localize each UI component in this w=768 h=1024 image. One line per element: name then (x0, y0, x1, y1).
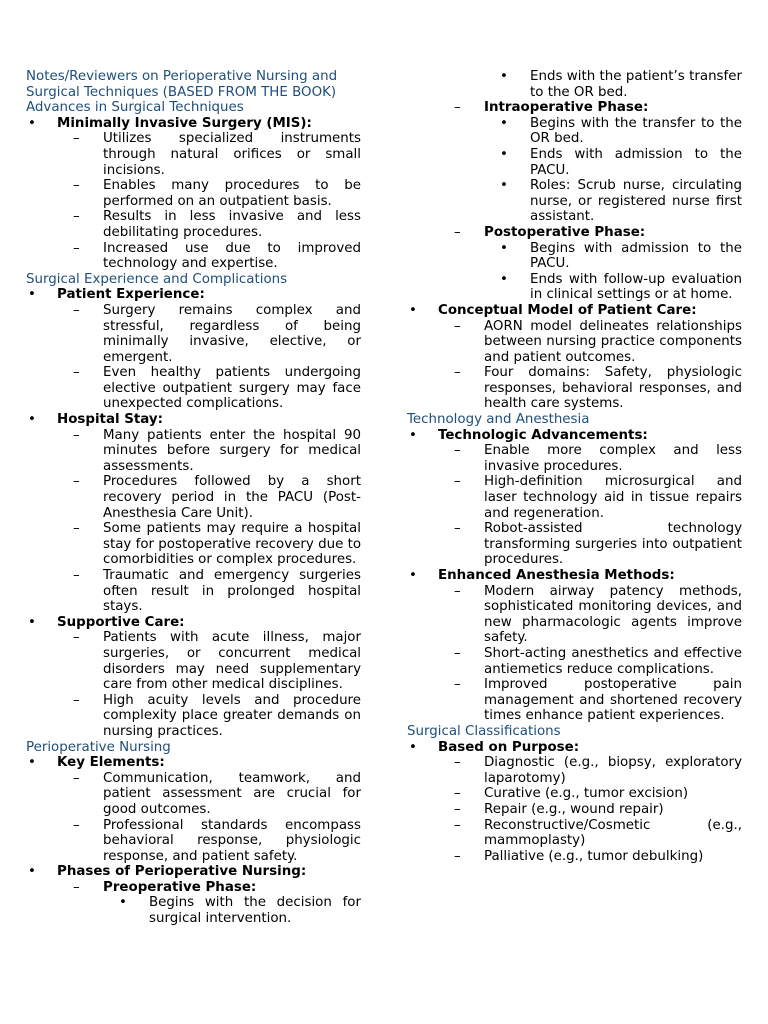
list-item: • Roles: Scrub nurse, circulating nurse, or registered nurse first assistant. (407, 178, 742, 225)
list-item: – Increased use due to improved technology and expertise. (26, 241, 361, 272)
list-item: – AORN model delineates relationships between nursing practice components and patient outcomes. (407, 319, 742, 366)
list-item: – Diagnostic (e.g., biopsy, exploratory laparotomy) (407, 755, 742, 786)
sub-heading-postoperative: – Postoperative Phase: (407, 225, 742, 241)
list-item: – High acuity levels and procedure complexity place greater demands on nursing practices. (26, 693, 361, 740)
list-item: • Begins with admission to the PACU. (407, 241, 742, 272)
list-item: – Enables many procedures to be performed on an outpatient basis. (26, 178, 361, 209)
list-item: – Even healthy patients undergoing elective outpatient surgery may face unexpected complications. (26, 365, 361, 412)
list-item: – Improved postoperative pain management and shortened recovery times enhance patient experiences. (407, 677, 742, 724)
right-column (407, 69, 742, 864)
bullet-based-on-purpose: • Based on Purpose: (407, 740, 742, 756)
bullet-enhanced-anesthesia: • Enhanced Anesthesia Methods: (407, 568, 742, 584)
list-item: – Utilizes specialized instruments through natural orifices or small incisions. (26, 131, 361, 178)
list-item: – Short-acting anesthetics and effective antiemetics reduce complications. (407, 646, 742, 677)
bullet-patient-experience: • Patient Experience: (26, 287, 361, 303)
list-item: • Begins with the transfer to the OR bed. (407, 116, 742, 147)
bullet-technologic-advancements: • Technologic Advancements: (407, 428, 742, 444)
list-item: – Communication, teamwork, and patient assessment are crucial for good outcomes. (26, 771, 361, 818)
list-item: – Procedures followed by a short recovery period in the PACU (Post-Anesthesia Care Unit). (26, 474, 361, 521)
left-column (26, 69, 361, 927)
list-item: – Many patients enter the hospital 90 minutes before surgery for medical assessments. (26, 428, 361, 475)
heading-experience: Surgical Experience and Complications (26, 271, 288, 287)
document-title-line-2: Surgical Techniques (BASED FROM THE BOOK) (26, 84, 337, 100)
list-item: – Patients with acute illness, major surgeries, or concurrent medical disorders may need supplementary care from other medical disciplines. (26, 630, 361, 692)
sub-heading-intraoperative: – Intraoperative Phase: (407, 100, 742, 116)
list-item: • Ends with follow-up evaluation in clinical settings or at home. (407, 272, 742, 303)
heading-technology: Technology and Anesthesia (407, 412, 590, 428)
list-item: – High-definition microsurgical and laser technology aid in tissue repairs and regeneration. (407, 474, 742, 521)
heading-advances: Advances in Surgical Techniques (26, 100, 244, 116)
heading-classifications: Surgical Classifications (407, 723, 561, 739)
bullet-hospital-stay: • Hospital Stay: (26, 412, 361, 428)
list-item: – Curative (e.g., tumor excision) (407, 786, 742, 802)
list-item: • Ends with admission to the PACU. (407, 147, 742, 178)
bullet-supportive-care: • Supportive Care: (26, 615, 361, 631)
heading-perioperative: Perioperative Nursing (26, 739, 171, 755)
list-item: – Palliative (e.g., tumor debulking) (407, 849, 742, 865)
list-item: – Results in less invasive and less debilitating procedures. (26, 209, 361, 240)
list-item: • Ends with the patient’s transfer to the OR bed. (407, 69, 742, 100)
bullet-phases: • Phases of Perioperative Nursing: (26, 864, 361, 880)
bullet-mis: • Minimally Invasive Surgery (MIS): (26, 116, 361, 132)
list-item: – Modern airway patency methods, sophisticated monitoring devices, and new pharmacologic agents improve safety. (407, 584, 742, 646)
bullet-key-elements: • Key Elements: (26, 755, 361, 771)
list-item: – Professional standards encompass behavioral response, physiologic response, and patient safety. (26, 818, 361, 865)
list-item: – Repair (e.g., wound repair) (407, 802, 742, 818)
list-item: – Surgery remains complex and stressful, regardless of being minimally invasive, elective, or emergent. (26, 303, 361, 365)
list-item: – Enable more complex and less invasive procedures. (407, 443, 742, 474)
list-item: – Four domains: Safety, physiologic responses, behavioral responses, and health care systems. (407, 365, 742, 412)
list-item: • Begins with the decision for surgical intervention. (26, 895, 361, 926)
list-item: – Robot-assisted technology transforming surgeries into outpatient procedures. (407, 521, 742, 568)
list-item: – Traumatic and emergency surgeries often result in prolonged hospital stays. (26, 568, 361, 615)
sub-heading-preoperative: – Preoperative Phase: (26, 880, 361, 896)
list-item: – Reconstructive/Cosmetic (e.g., mammoplasty) (407, 818, 742, 849)
document-title-line-1: Notes/Reviewers on Perioperative Nursing and (26, 69, 338, 84)
bullet-conceptual-model: • Conceptual Model of Patient Care: (407, 303, 742, 319)
list-item: – Some patients may require a hospital stay for postoperative recovery due to comorbidities or complex procedures. (26, 521, 361, 568)
